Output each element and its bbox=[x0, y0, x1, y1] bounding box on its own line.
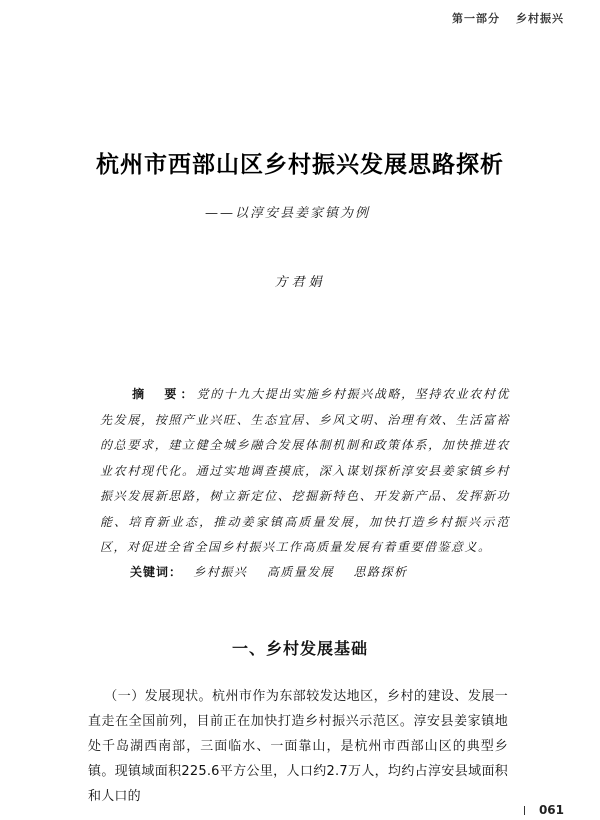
keywords-label: 关键词： bbox=[130, 565, 183, 579]
keyword-1: 乡村振兴 bbox=[193, 565, 248, 579]
running-header-topic: 乡村振兴 bbox=[516, 12, 564, 25]
abstract-label: 摘 要： bbox=[132, 387, 197, 401]
abstract bbox=[100, 382, 510, 561]
article-subtitle: ——以淳安县姜家镇为例 bbox=[205, 206, 371, 221]
body-paragraph-text: （一）发展现状。杭州市作为东部较发达地区，乡村的建设、发展一直走在全国前列，目前正在加快打造乡村振兴示范区。淳安县姜家镇地处千岛湖西南部，三面临水、一面靠山，是杭州市西部山区的典型乡镇。现镇域面积225.6平方公里，人口约2.7万人，均约占淳安县域面积和人口的 bbox=[88, 689, 508, 804]
article-title: 杭州市西部山区乡村振兴发展思路探析 bbox=[96, 152, 504, 178]
page-number-tick bbox=[524, 806, 533, 815]
keywords bbox=[130, 563, 510, 580]
keyword-3: 思路探析 bbox=[353, 565, 408, 579]
running-header bbox=[452, 10, 564, 26]
page-number-value: 061 bbox=[538, 803, 564, 817]
keyword-2: 高质量发展 bbox=[266, 565, 335, 579]
abstract-text: 党的十九大提出实施乡村振兴战略，坚持农业农村优先发展，按照产业兴旺、生态宜居、乡风文明、治理有效、生活富裕的总要求，建立健全城乡融合发展体制机制和政策体系，加快推进农业农村现代化。通过实地调查摸底，深入谋划探析淳安县姜家镇乡村振兴发展新思路，树立新定位、挖掘新特色、开发新产品、发挥新功能、培育新业态，推动姜家镇高质量发展，加快打造乡村振兴示范区，对促进全省全国乡村振兴工作高质量发展有着重要借鉴意义。 bbox=[100, 387, 510, 554]
body-paragraph bbox=[88, 684, 508, 809]
article-author: 方君娟 bbox=[274, 275, 326, 290]
running-header-part: 第一部分 bbox=[452, 12, 500, 25]
section-heading: 一、乡村发展基础 bbox=[231, 639, 368, 658]
page-number bbox=[524, 803, 564, 817]
